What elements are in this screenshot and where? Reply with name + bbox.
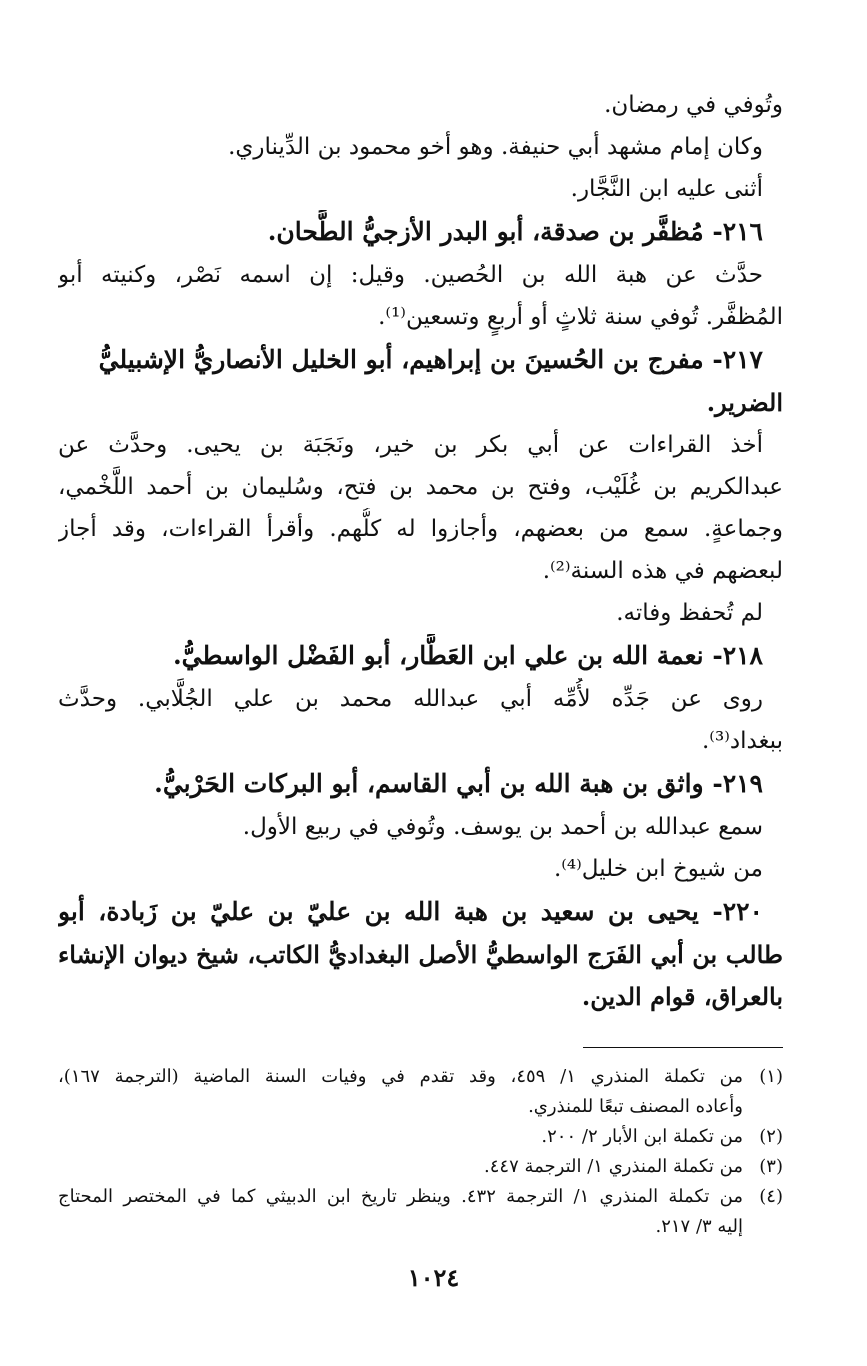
text-line: وكان إمام مشهد أبي حنيفة. وهو أخو محمود بن الدِّيناري. bbox=[228, 134, 763, 160]
entry-heading-220-cont: طالب بن أبي الفَرَج الواسطيُّ الأصل البغداديُّ الكاتب، شيخ ديوان الإنشاء bbox=[58, 940, 783, 969]
footnotes bbox=[58, 1062, 783, 1242]
text-line: لبعضهم في هذه السنة⁽²⁾. bbox=[542, 558, 783, 584]
main-text bbox=[58, 84, 783, 1018]
entry-heading-217-cont: الضرير. bbox=[706, 388, 783, 417]
footnote-separator bbox=[583, 1047, 783, 1048]
text-line: أثنى عليه ابن النَّجَّار. bbox=[570, 176, 763, 202]
footnote-number: (٣) bbox=[759, 1156, 783, 1177]
text-line: أخذ القراءات عن أبي بكر بن خير، ونَجَبَة بن يحيى. وحدَّث عن bbox=[58, 432, 763, 458]
footnote-2 bbox=[58, 1122, 783, 1152]
footnote-3 bbox=[58, 1152, 783, 1182]
text-line: لم تُحفظ وفاته. bbox=[616, 600, 763, 626]
footnote-line: من تكملة ابن الأبار ٢/ ٢٠٠. bbox=[541, 1126, 743, 1147]
entry-heading-220-cont: بالعراق، قوام الدين. bbox=[581, 982, 783, 1011]
footnote-line: إليه ٣/ ٢١٧. bbox=[655, 1216, 743, 1237]
text-line: من شيوخ ابن خليل⁽⁴⁾. bbox=[553, 856, 763, 882]
footnote-line: من تكملة المنذري ١/ ٤٥٩، وقد تقدم في وفيات السنة الماضية (الترجمة ١٦٧)، bbox=[58, 1066, 743, 1087]
footnote-4 bbox=[58, 1182, 783, 1242]
footnote-line: من تكملة المنذري ١/ الترجمة ٤٤٧. bbox=[484, 1156, 743, 1177]
text-line: روى عن جَدِّه لأُمِّه أبي عبدالله محمد بن علي الجُلَّابي. وحدَّث bbox=[58, 686, 763, 712]
footnote-number: (٢) bbox=[759, 1126, 783, 1147]
page-number: ١٠٢٤ bbox=[407, 1263, 460, 1292]
footnote-number: (١) bbox=[759, 1066, 783, 1087]
entry-heading-218: ٢١٨- نعمة الله بن علي ابن العَطَّار، أبو الفَضْل الواسطيُّ. bbox=[172, 641, 763, 670]
footnote-number: (٤) bbox=[759, 1186, 783, 1207]
text-line: حدَّث عن هبة الله بن الحُصين. وقيل: إن اسمه نَصْر، وكنيته أبو bbox=[58, 262, 763, 288]
entry-heading-220: ٢٢٠- يحيى بن سعيد بن هبة الله بن عليّ بن عليّ بن زَبادة، أبو bbox=[58, 897, 763, 926]
text-line: عبدالكريم بن غُلَيْب، وفتح بن محمد بن فتح، وسُليمان بن أحمد اللَّخْمي، bbox=[58, 474, 783, 500]
entry-heading-219: ٢١٩- واثق بن هبة الله بن أبي القاسم، أبو البركات الحَرْبيُّ. bbox=[154, 769, 763, 798]
text-line: ببغداد⁽³⁾. bbox=[702, 728, 783, 754]
entry-heading-217: ٢١٧- مفرج بن الحُسينَ بن إبراهيم، أبو الخليل الأنصاريُّ الإشبيليُّ bbox=[98, 345, 763, 374]
text-line: سمع عبدالله بن أحمد بن يوسف. وتُوفي في ربيع الأول. bbox=[242, 814, 763, 840]
footnote-1 bbox=[58, 1062, 783, 1122]
text-line: وجماعةٍ. سمع من بعضهم، وأجازوا له كلُّهم. وأقرأ القراءات، وقد أجاز bbox=[58, 516, 783, 542]
entry-heading-216: ٢١٦- مُظفَّر بن صدقة، أبو البدر الأزجيُّ الطَّحان. bbox=[267, 217, 763, 246]
text-line: وتُوفي في رمضان. bbox=[604, 92, 783, 118]
footnote-line: من تكملة المنذري ١/ الترجمة ٤٣٢. وينظر تاريخ ابن الدبيثي كما في المختصر المحتاج bbox=[58, 1186, 743, 1207]
footnote-line: وأعاده المصنف تبعًا للمنذري. bbox=[528, 1096, 743, 1117]
text-line: المُظفَّر. تُوفي سنة ثلاثٍ أو أربعٍ وتسعين⁽¹⁾. bbox=[378, 304, 783, 330]
